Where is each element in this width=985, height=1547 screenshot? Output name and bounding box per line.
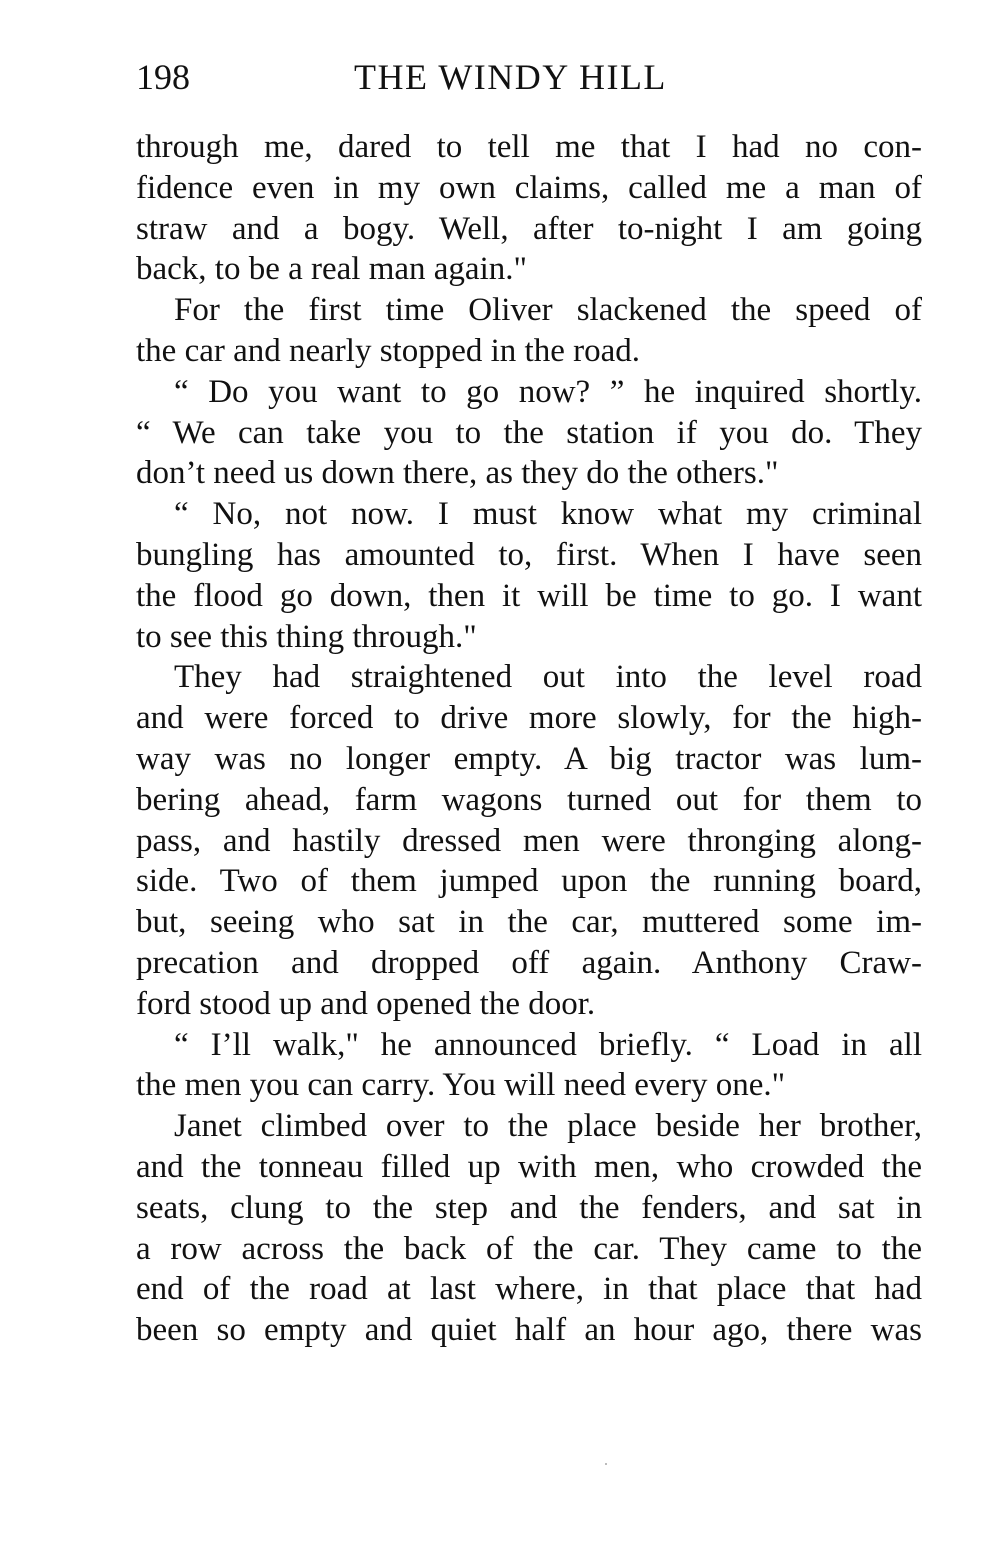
text-line: bungling has amounted to, first. When I have seen — [136, 536, 922, 573]
text-line: a row across the back of the car. They came to the — [136, 1230, 922, 1267]
text-line: straw and a bogy. Well, after to-night I am going — [136, 210, 922, 247]
text-line: “ No, not now. I must know what my criminal — [174, 496, 922, 533]
text-line: pass, and hastily dressed men were thronging along- — [136, 822, 922, 859]
text-line: through me, dared to tell me that I had no con- — [136, 129, 922, 165]
page-number: 198 — [136, 57, 190, 97]
text-line: and the tonneau filled up with men, who crowded the — [136, 1148, 922, 1185]
text-line: back, to be a real man again." — [136, 251, 527, 288]
text-line: and were forced to drive more slowly, for the high- — [136, 700, 922, 737]
text-line: ford stood up and opened the door. — [136, 985, 596, 1022]
body-text — [136, 127, 922, 1351]
text-line: the flood go down, then it will be time to go. I want — [136, 577, 922, 614]
text-line: the men you can carry. You will need every one." — [136, 1067, 786, 1104]
text-line: seats, clung to the step and the fenders, and sat in — [136, 1189, 922, 1226]
text-line: don’t need us down there, as they do the others." — [136, 455, 779, 492]
text-line: to see this thing through." — [136, 618, 477, 655]
text-line: fidence even in my own claims, called me a man of — [136, 169, 922, 206]
text-line: “ I’ll walk," he announced briefly. “ Load in all — [174, 1026, 922, 1063]
print-speck — [605, 1463, 607, 1465]
text-line: end of the road at last where, in that place that had — [136, 1271, 922, 1308]
text-line: “ We can take you to the station if you do. They — [136, 414, 922, 451]
running-head — [136, 52, 922, 102]
running-title: THE WINDY HILL — [354, 57, 667, 97]
text-line: Janet climbed over to the place beside her brother, — [174, 1108, 922, 1145]
text-line: They had straightened out into the level road — [174, 659, 922, 696]
text-line: been so empty and quiet half an hour ago, there was — [136, 1312, 922, 1349]
text-line: For the first time Oliver slackened the speed of — [174, 292, 922, 329]
text-line: way was no longer empty. A big tractor was lum- — [136, 740, 922, 777]
text-line: “ Do you want to go now? ” he inquired shortly. — [174, 373, 922, 410]
text-line: but, seeing who sat in the car, muttered some im- — [136, 904, 922, 941]
text-line: bering ahead, farm wagons turned out for them to — [136, 781, 922, 818]
text-line: the car and nearly stopped in the road. — [136, 332, 640, 369]
text-line: precation and dropped off again. Anthony Craw- — [136, 944, 922, 981]
text-line: side. Two of them jumped upon the running board, — [136, 863, 922, 900]
